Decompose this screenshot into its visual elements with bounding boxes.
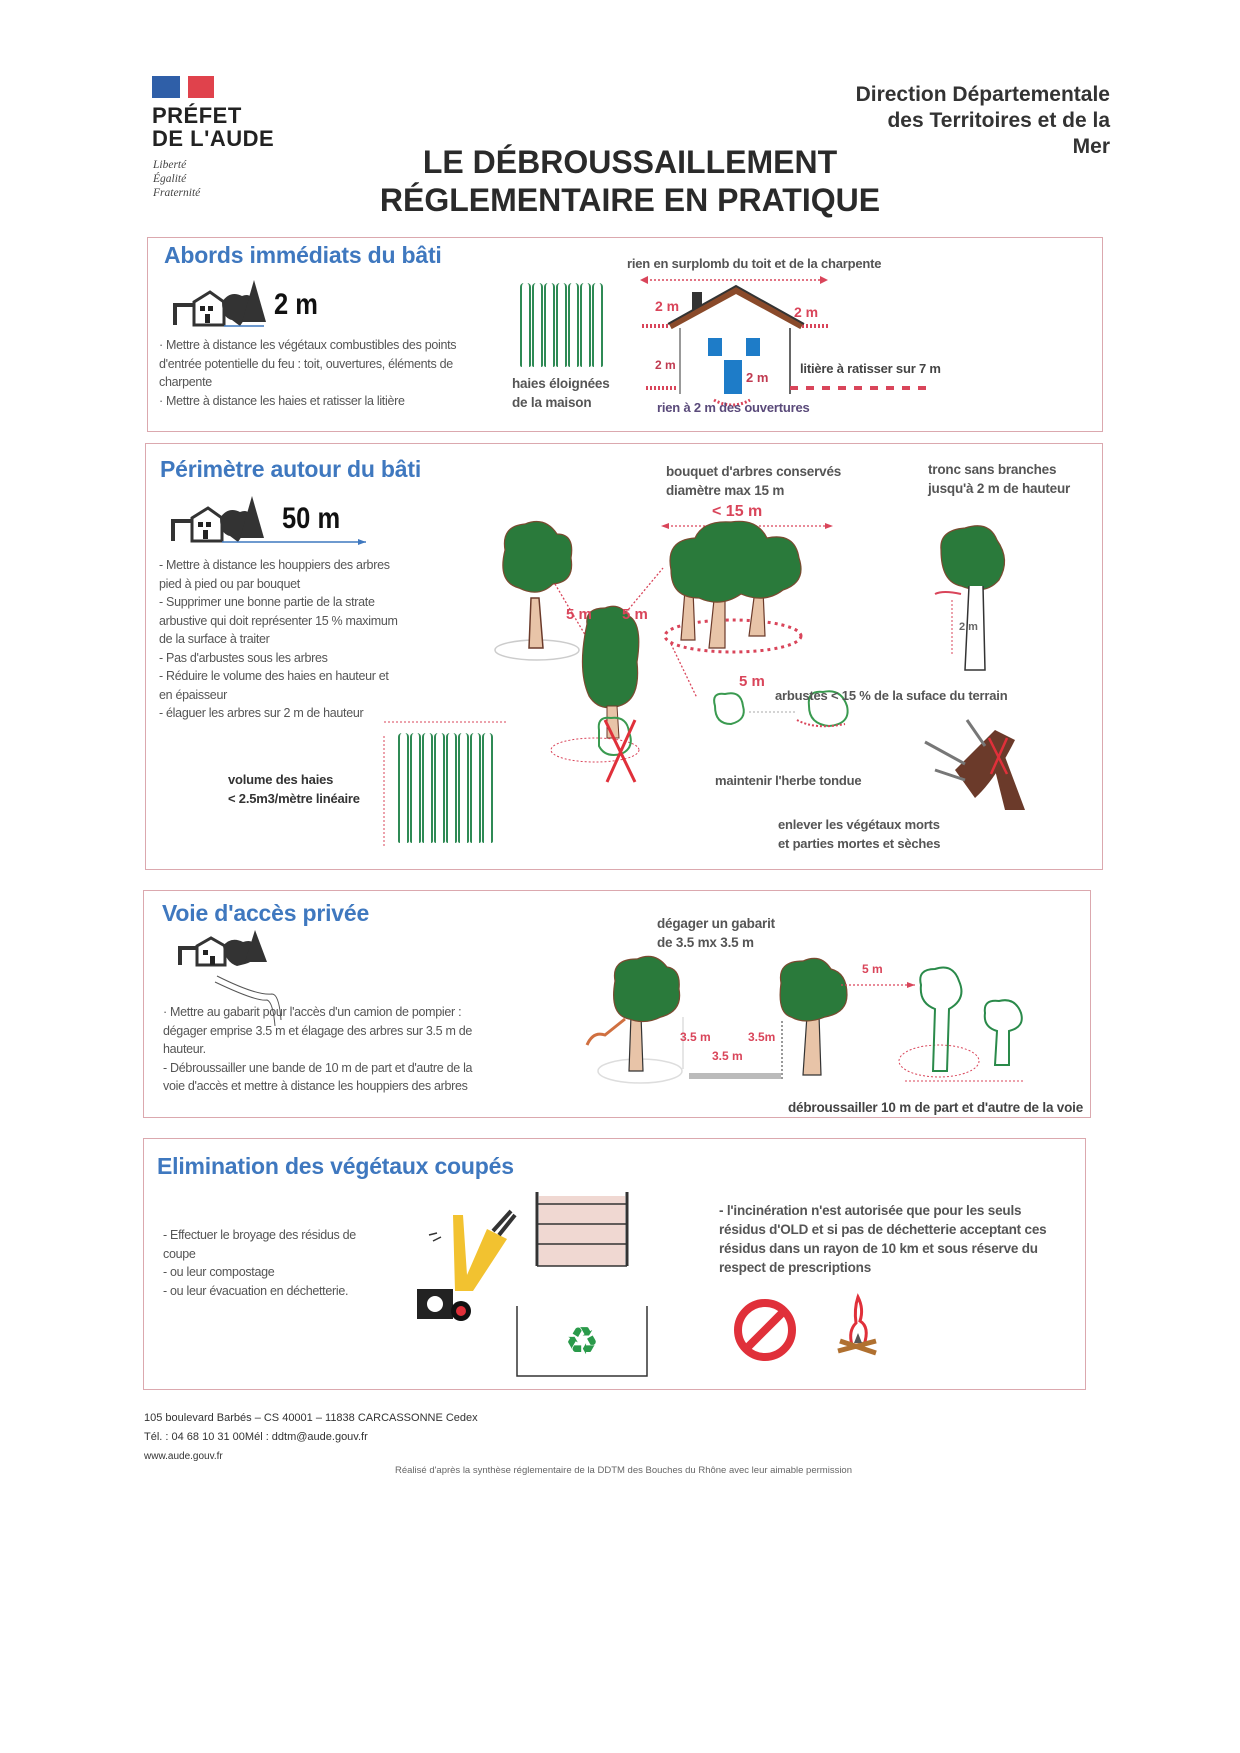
republic-motto bbox=[153, 158, 200, 200]
bullet-item: - Mettre à distance les houppiers des arbres pied à pied ou par bouquet bbox=[159, 558, 390, 591]
bullet-item: · Mettre à distance les végétaux combustibles des points d'entrée potentielle du feu : toit, ouvertures, éléments de charpente bbox=[159, 338, 457, 389]
label-line: et parties mortes et sèches bbox=[778, 836, 941, 851]
bullet-item: - Pas d'arbustes sous les arbres bbox=[159, 650, 328, 665]
bullet-list-elimination bbox=[163, 1226, 383, 1300]
marianne-logo-icon bbox=[152, 76, 214, 98]
bullet-item: - Effectuer le broyage des résidus de coupe bbox=[163, 1228, 356, 1261]
label-line: tronc sans branches bbox=[928, 462, 1057, 477]
door-distance: 2 m bbox=[746, 370, 769, 385]
footer-credit: Réalisé d'après la synthèse réglementaire de la DDTM des Bouches du Rhône avec leur aimable permission bbox=[395, 1465, 852, 1476]
label-line: de 3.5 mx 3.5 m bbox=[657, 935, 754, 950]
label-line: volume des haies bbox=[228, 772, 334, 787]
distance-2m: 2 m bbox=[274, 288, 318, 321]
hedge-icon bbox=[520, 283, 603, 367]
bullet-item: - Supprimer une bonne partie de la strate arbustive qui doit représenter 15 % maximum de la surface à traiter bbox=[159, 595, 398, 646]
grass-label: maintenir l'herbe tondue bbox=[715, 773, 862, 788]
gap-distance-1: 5 m bbox=[566, 606, 592, 623]
bullet-list-voie bbox=[163, 1003, 488, 1096]
bullet-item: - Réduire le volume des haies en hauteur et en épaisseur bbox=[159, 669, 389, 702]
wall-left-distance: 2 m bbox=[655, 358, 676, 372]
label-line: diamètre max 15 m bbox=[666, 483, 785, 498]
height-left: 3.5 m bbox=[680, 1030, 711, 1044]
prohibited-icon bbox=[733, 1298, 799, 1364]
label-line: haies éloignées bbox=[512, 376, 610, 391]
label-line: enlever les végétaux morts bbox=[778, 817, 940, 832]
compost-bin-icon bbox=[533, 1190, 633, 1270]
bullet-list-abords bbox=[159, 336, 479, 410]
recycling-bin-icon bbox=[516, 1306, 648, 1378]
bullet-item: · Mettre à distance les haies et ratisser la litière bbox=[159, 393, 405, 408]
prefet-line2: DE L'AUDE bbox=[152, 126, 275, 151]
bouquet-distance: < 15 m bbox=[712, 503, 763, 520]
distance-50m: 50 m bbox=[282, 502, 341, 535]
shrubs-label: arbustes < 15 % de la suface du terrain bbox=[775, 688, 1008, 703]
prefet-line1: PRÉFET bbox=[152, 103, 242, 128]
bullet-item: - Débroussailler une bande de 10 m de part et d'autre de la voie d'accès et mettre à distance les houppiers des arbres bbox=[163, 1060, 473, 1093]
direction-line3: Mer bbox=[1072, 135, 1110, 158]
direction-line2: des Territoires et de la bbox=[887, 109, 1110, 132]
bouquet-label bbox=[666, 462, 841, 500]
roof-right-distance: 2 m bbox=[794, 304, 819, 320]
bullet-list-perimetre bbox=[159, 556, 399, 723]
trunk-label bbox=[928, 460, 1070, 498]
label-line: bouquet d'arbres conservés bbox=[666, 464, 842, 479]
gauge-label bbox=[657, 914, 775, 952]
svg-text:♻: ♻ bbox=[564, 1319, 600, 1363]
perimeter-diagram-icon bbox=[495, 520, 1085, 840]
dead-vegetation-label bbox=[778, 815, 940, 853]
bullet-item: - ou leur compostage bbox=[163, 1265, 275, 1279]
hedge-dimension-arrows-icon bbox=[380, 722, 510, 852]
footer-website-link[interactable]: www.aude.gouv.fr bbox=[144, 1451, 223, 1462]
title-line1: LE DÉBROUSSAILLEMENT bbox=[422, 144, 838, 180]
title-line2: RÉGLEMENTAIRE EN PRATIQUE bbox=[379, 182, 881, 218]
hedges-label bbox=[512, 374, 610, 412]
crown-gap: 5 m bbox=[862, 962, 883, 976]
roof-overhang-label: rien en surplomb du toit et de la charpente bbox=[627, 256, 882, 271]
section-title: Abords immédiats du bâti bbox=[164, 242, 442, 268]
label-line: de la maison bbox=[512, 395, 592, 410]
footer-contact bbox=[144, 1409, 478, 1466]
label-line: jusqu'à 2 m de hauteur bbox=[928, 481, 1071, 496]
label-line: dégager un gabarit bbox=[657, 916, 775, 931]
bullet-item: - ou leur évacuation en déchetterie. bbox=[163, 1283, 349, 1298]
gap-distance-2: 5 m bbox=[622, 606, 648, 623]
bullet-item: - élaguer les arbres sur 2 m de hauteur bbox=[159, 706, 364, 720]
litter-label: litière à ratisser sur 7 m bbox=[800, 361, 941, 376]
motto-egalite: Égalité bbox=[153, 173, 187, 185]
label-line: < 2.5m3/mètre linéaire bbox=[228, 791, 360, 806]
footer-address: 105 boulevard Barbés – CS 40001 – 11838 CARCASSONNE Cedex bbox=[144, 1412, 478, 1424]
incineration-note: - l'incinération n'est autorisée que pour les seuls résidus d'OLD et si pas de déchetterie acceptant ces résidus dans un rayon de 10 km et sous réserve du respect de prescriptions bbox=[719, 1203, 1047, 1275]
page-title bbox=[340, 143, 920, 219]
wood-chipper-icon bbox=[415, 1205, 525, 1315]
openings-label: rien à 2 m des ouvertures bbox=[657, 400, 810, 415]
section-title: Voie d'accès privée bbox=[162, 900, 370, 926]
section-title: Elimination des végétaux coupés bbox=[157, 1153, 514, 1179]
motto-liberte: Liberté bbox=[153, 159, 187, 171]
hedge-volume-label bbox=[228, 770, 360, 808]
direction-line1: Direction Départementale bbox=[855, 83, 1110, 106]
prefecture-name bbox=[152, 104, 274, 150]
campfire-icon bbox=[834, 1295, 880, 1359]
bullet-item: · Mettre au gabarit pour l'accès d'un camion de pompier : dégager emprise 3.5 m et élagage des arbres sur 3.5 m de hauteur. bbox=[163, 1005, 473, 1056]
band-label: débroussailler 10 m de part et d'autre de la voie bbox=[788, 1100, 1084, 1115]
gap-distance-3: 5 m bbox=[739, 673, 765, 690]
motto-fraternite: Fraternité bbox=[153, 187, 201, 199]
footer-phone-email[interactable]: Tél. : 04 68 10 31 00Mél : ddtm@aude.gouv.fr bbox=[144, 1431, 368, 1443]
trunk-height: 2 m bbox=[959, 621, 978, 633]
section-title: Périmètre autour du bâti bbox=[160, 456, 422, 482]
roof-left-distance: 2 m bbox=[655, 298, 680, 314]
access-road-diagram-icon bbox=[585, 955, 1035, 1085]
road-width: 3.5 m bbox=[712, 1049, 743, 1063]
house-tree-icon bbox=[172, 280, 267, 328]
height-right: 3.5m bbox=[748, 1030, 776, 1044]
